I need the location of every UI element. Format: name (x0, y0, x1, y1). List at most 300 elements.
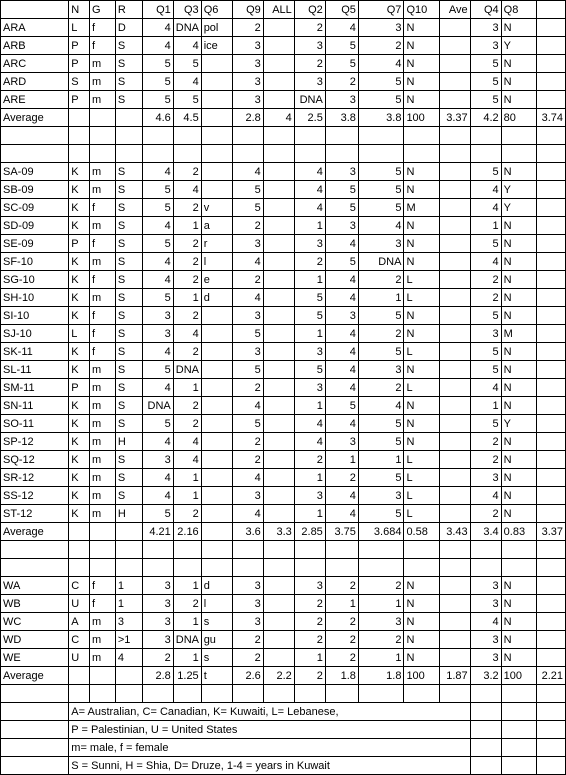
group2-data-row-cell-6[interactable] (201, 415, 232, 433)
group2-data-row-cell-2[interactable]: m (89, 361, 115, 379)
blank-row-cell-9[interactable] (294, 541, 325, 559)
legend-blank-cell[interactable] (536, 703, 565, 721)
group2-data-row-cell-4[interactable]: 4 (142, 487, 173, 505)
blank-row-cell-3[interactable] (115, 127, 142, 145)
group2-data-row-cell-6[interactable] (201, 361, 232, 379)
blank-row-cell-10[interactable] (325, 541, 358, 559)
group1-data-row-cell-2[interactable]: f (89, 37, 115, 55)
group2-data-row-cell-7[interactable]: 2 (232, 217, 263, 235)
group2-data-row-cell-6[interactable] (201, 487, 232, 505)
blank-row-cell-1[interactable] (69, 685, 90, 703)
group2-data-row-cell-8[interactable] (263, 253, 294, 271)
group3-data-row-cell-15[interactable]: N (501, 631, 536, 649)
group1-data-row-cell-10[interactable]: 2 (325, 73, 358, 91)
group3-average-row-cell-4[interactable]: 2.8 (142, 667, 173, 685)
group2-data-row-cell-9[interactable]: 3 (294, 343, 325, 361)
group2-data-row-cell-7[interactable]: 3 (232, 343, 263, 361)
group2-data-row-cell-13[interactable] (439, 433, 470, 451)
group2-data-row-cell-6[interactable] (201, 469, 232, 487)
group2-data-row-cell-15[interactable]: N (501, 343, 536, 361)
group2-data-row-cell-13[interactable] (439, 163, 470, 181)
group1-data-row-cell-8[interactable] (263, 91, 294, 109)
group3-data-row-cell-8[interactable] (263, 577, 294, 595)
group3-data-row-cell-13[interactable] (439, 595, 470, 613)
blank-row-cell-13[interactable] (439, 145, 470, 163)
group2-data-row-cell-0[interactable]: ST-12 (1, 505, 69, 523)
blank-row-cell-8[interactable] (263, 127, 294, 145)
group2-data-row-cell-7[interactable]: 5 (232, 415, 263, 433)
group2-data-row-cell-0[interactable]: SI-10 (1, 307, 69, 325)
group3-data-row-cell-10[interactable]: 2 (325, 577, 358, 595)
group3-data-row-cell-5[interactable]: 1 (173, 613, 201, 631)
group3-data-row-cell-3[interactable]: 1 (115, 595, 142, 613)
header-row-cell-8[interactable]: ALL (263, 1, 294, 19)
blank-row-cell-5[interactable] (173, 127, 201, 145)
group2-data-row-cell-1[interactable]: K (69, 469, 90, 487)
group2-data-row-cell-13[interactable] (439, 235, 470, 253)
group2-data-row-cell-12[interactable]: L (404, 487, 439, 505)
blank-row-cell-10[interactable] (325, 127, 358, 145)
group3-data-row-cell-3[interactable]: 3 (115, 613, 142, 631)
group2-data-row-cell-5[interactable]: 2 (173, 199, 201, 217)
group3-data-row-cell-8[interactable] (263, 613, 294, 631)
group2-data-row-cell-12[interactable]: N (404, 163, 439, 181)
group1-data-row-cell-15[interactable]: Y (501, 37, 536, 55)
group2-data-row-cell-1[interactable]: K (69, 199, 90, 217)
group1-data-row-cell-4[interactable]: 5 (142, 73, 173, 91)
group3-data-row-cell-0[interactable]: WA (1, 577, 69, 595)
group2-data-row-cell-12[interactable]: N (404, 361, 439, 379)
group1-data-row-cell-13[interactable] (439, 55, 470, 73)
group1-average-row-cell-3[interactable] (115, 109, 142, 127)
group2-data-row-cell-12[interactable]: L (404, 379, 439, 397)
group2-data-row-cell-12[interactable]: N (404, 433, 439, 451)
group3-data-row-cell-16[interactable] (536, 613, 565, 631)
group2-data-row-cell-3[interactable]: H (115, 505, 142, 523)
group2-data-row-cell-5[interactable]: 2 (173, 163, 201, 181)
group1-data-row-cell-11[interactable]: 2 (358, 37, 404, 55)
group2-data-row-cell-8[interactable] (263, 451, 294, 469)
group2-data-row-cell-9[interactable]: 4 (294, 199, 325, 217)
group2-data-row-cell-11[interactable]: 5 (358, 415, 404, 433)
group2-data-row-cell-0[interactable]: SG-10 (1, 271, 69, 289)
group2-data-row-cell-15[interactable]: N (501, 307, 536, 325)
group2-data-row-cell-2[interactable]: m (89, 487, 115, 505)
group2-data-row-cell-2[interactable]: f (89, 199, 115, 217)
group2-data-row-cell-7[interactable]: 2 (232, 433, 263, 451)
group2-data-row-cell-14[interactable]: 3 (470, 469, 501, 487)
group2-data-row-cell-10[interactable]: 4 (325, 343, 358, 361)
group2-data-row-cell-6[interactable] (201, 181, 232, 199)
header-row-cell-5[interactable]: Q3 (173, 1, 201, 19)
group1-data-row-cell-13[interactable] (439, 91, 470, 109)
group1-data-row-cell-15[interactable]: N (501, 55, 536, 73)
group2-data-row-cell-4[interactable]: 4 (142, 163, 173, 181)
group1-data-row-cell-3[interactable]: S (115, 55, 142, 73)
group3-data-row-cell-6[interactable]: d (201, 577, 232, 595)
blank-row-cell-10[interactable] (325, 559, 358, 577)
blank-row-cell-14[interactable] (470, 127, 501, 145)
group2-data-row-cell-11[interactable]: 1 (358, 451, 404, 469)
legend-blank-cell[interactable] (501, 721, 536, 739)
group2-data-row-cell-7[interactable]: 4 (232, 253, 263, 271)
group2-data-row-cell-15[interactable]: Y (501, 415, 536, 433)
group1-data-row-cell-6[interactable] (201, 73, 232, 91)
group2-data-row-cell-13[interactable] (439, 199, 470, 217)
group2-data-row-cell-14[interactable]: 5 (470, 343, 501, 361)
group2-data-row-cell-1[interactable]: K (69, 451, 90, 469)
group1-average-row-cell-12[interactable]: 100 (404, 109, 439, 127)
blank-row-cell-12[interactable] (404, 541, 439, 559)
blank-row-cell-9[interactable] (294, 559, 325, 577)
group2-data-row-cell-0[interactable]: SA-09 (1, 163, 69, 181)
blank-row-cell-16[interactable] (536, 541, 565, 559)
group2-data-row-cell-13[interactable] (439, 271, 470, 289)
blank-row-cell-9[interactable] (294, 145, 325, 163)
group2-data-row-cell-16[interactable] (536, 289, 565, 307)
group2-data-row-cell-3[interactable]: H (115, 433, 142, 451)
group2-data-row-cell-0[interactable]: SS-12 (1, 487, 69, 505)
group3-data-row-cell-14[interactable]: 3 (470, 577, 501, 595)
group2-data-row-cell-1[interactable]: K (69, 433, 90, 451)
group1-data-row-cell-2[interactable]: m (89, 91, 115, 109)
group2-data-row-cell-15[interactable]: N (501, 505, 536, 523)
group3-data-row-cell-10[interactable]: 1 (325, 595, 358, 613)
group2-data-row-cell-11[interactable]: 5 (358, 307, 404, 325)
group3-data-row-cell-7[interactable]: 3 (232, 577, 263, 595)
group1-data-row-cell-14[interactable]: 3 (470, 19, 501, 37)
group3-data-row-cell-16[interactable] (536, 649, 565, 667)
group2-data-row-cell-11[interactable]: 2 (358, 325, 404, 343)
blank-row-cell-5[interactable] (173, 145, 201, 163)
blank-row-cell-4[interactable] (142, 145, 173, 163)
group3-data-row-cell-4[interactable]: 3 (142, 577, 173, 595)
group2-data-row-cell-8[interactable] (263, 487, 294, 505)
group2-data-row-cell-13[interactable] (439, 325, 470, 343)
group2-data-row-cell-3[interactable]: S (115, 487, 142, 505)
group2-data-row-cell-15[interactable]: N (501, 451, 536, 469)
group3-data-row-cell-11[interactable]: 3 (358, 613, 404, 631)
group2-data-row-cell-5[interactable]: 2 (173, 235, 201, 253)
legend-blank-cell[interactable] (536, 721, 565, 739)
group2-data-row-cell-14[interactable]: 5 (470, 163, 501, 181)
legend-blank-cell[interactable] (1, 721, 69, 739)
group1-data-row-cell-0[interactable]: ARC (1, 55, 69, 73)
group2-average-row-cell-10[interactable]: 3.75 (325, 523, 358, 541)
group2-data-row-cell-15[interactable]: N (501, 487, 536, 505)
group2-data-row-cell-1[interactable]: K (69, 343, 90, 361)
group2-data-row-cell-10[interactable]: 4 (325, 325, 358, 343)
group3-average-row-cell-0[interactable]: Average (1, 667, 69, 685)
group2-data-row-cell-9[interactable]: 4 (294, 415, 325, 433)
group3-data-row-cell-1[interactable]: A (69, 613, 90, 631)
group2-data-row-cell-2[interactable]: m (89, 415, 115, 433)
group2-data-row-cell-4[interactable]: 4 (142, 271, 173, 289)
legend-blank-cell[interactable] (470, 703, 501, 721)
header-row-cell-6[interactable]: Q6 (201, 1, 232, 19)
group1-average-row-cell-11[interactable]: 3.8 (358, 109, 404, 127)
group2-data-row-cell-10[interactable]: 4 (325, 379, 358, 397)
group2-data-row-cell-10[interactable]: 4 (325, 361, 358, 379)
group2-data-row-cell-0[interactable]: SQ-12 (1, 451, 69, 469)
blank-row-cell-5[interactable] (173, 541, 201, 559)
group2-data-row-cell-5[interactable]: 2 (173, 415, 201, 433)
group1-data-row-cell-15[interactable]: N (501, 73, 536, 91)
blank-row-cell-3[interactable] (115, 145, 142, 163)
group2-data-row-cell-13[interactable] (439, 307, 470, 325)
group3-data-row-cell-13[interactable] (439, 577, 470, 595)
header-row-cell-0[interactable] (1, 1, 69, 19)
group2-data-row-cell-10[interactable]: 3 (325, 433, 358, 451)
group2-data-row-cell-8[interactable] (263, 433, 294, 451)
group1-data-row-cell-12[interactable]: N (404, 55, 439, 73)
group2-data-row-cell-14[interactable]: 4 (470, 379, 501, 397)
blank-row-cell-15[interactable] (501, 145, 536, 163)
blank-row-cell-6[interactable] (201, 541, 232, 559)
group1-data-row-cell-5[interactable]: 4 (173, 37, 201, 55)
group2-data-row-cell-1[interactable]: K (69, 307, 90, 325)
legend-blank-cell[interactable] (536, 739, 565, 757)
group2-data-row-cell-5[interactable]: 1 (173, 217, 201, 235)
group3-data-row-cell-9[interactable]: 2 (294, 631, 325, 649)
group2-average-row-cell-16[interactable]: 3.37 (536, 523, 565, 541)
group2-data-row-cell-2[interactable]: m (89, 505, 115, 523)
header-row-cell-1[interactable]: N (69, 1, 90, 19)
group3-average-row-cell-14[interactable]: 3.2 (470, 667, 501, 685)
group2-data-row-cell-6[interactable] (201, 307, 232, 325)
group2-data-row-cell-7[interactable]: 5 (232, 361, 263, 379)
group2-data-row-cell-13[interactable] (439, 451, 470, 469)
group2-data-row-cell-14[interactable]: 2 (470, 433, 501, 451)
group2-data-row-cell-16[interactable] (536, 307, 565, 325)
group3-average-row-cell-8[interactable]: 2.2 (263, 667, 294, 685)
header-row-cell-15[interactable]: Q8 (501, 1, 536, 19)
group1-data-row-cell-10[interactable]: 5 (325, 37, 358, 55)
blank-row-cell-4[interactable] (142, 559, 173, 577)
blank-row-cell-8[interactable] (263, 559, 294, 577)
group3-data-row-cell-14[interactable]: 4 (470, 613, 501, 631)
group1-data-row-cell-7[interactable]: 3 (232, 73, 263, 91)
group1-average-row-cell-7[interactable]: 2.8 (232, 109, 263, 127)
group2-data-row-cell-7[interactable]: 5 (232, 199, 263, 217)
blank-row-cell-1[interactable] (69, 541, 90, 559)
group1-data-row-cell-3[interactable]: D (115, 19, 142, 37)
group1-average-row-cell-14[interactable]: 4.2 (470, 109, 501, 127)
group3-data-row-cell-6[interactable]: l (201, 595, 232, 613)
group1-data-row-cell-8[interactable] (263, 19, 294, 37)
group3-data-row-cell-4[interactable]: 3 (142, 595, 173, 613)
group1-data-row-cell-7[interactable]: 3 (232, 37, 263, 55)
group3-average-row-cell-15[interactable]: 100 (501, 667, 536, 685)
group1-average-row-cell-15[interactable]: 80 (501, 109, 536, 127)
group2-data-row-cell-10[interactable]: 3 (325, 217, 358, 235)
group2-data-row-cell-1[interactable]: K (69, 181, 90, 199)
group2-data-row-cell-13[interactable] (439, 505, 470, 523)
legend-text[interactable]: S = Sunni, H = Shia, D= Druze, 1-4 = years in Kuwait (69, 757, 470, 775)
group2-data-row-cell-2[interactable]: m (89, 289, 115, 307)
legend-text[interactable]: m= male, f = female (69, 739, 470, 757)
group2-data-row-cell-9[interactable]: 4 (294, 433, 325, 451)
group2-data-row-cell-6[interactable]: l (201, 253, 232, 271)
group3-data-row-cell-6[interactable]: gu (201, 631, 232, 649)
blank-row-cell-7[interactable] (232, 685, 263, 703)
group3-data-row-cell-2[interactable]: m (89, 631, 115, 649)
group2-data-row-cell-16[interactable] (536, 415, 565, 433)
group1-data-row-cell-5[interactable]: 4 (173, 73, 201, 91)
blank-row-cell-10[interactable] (325, 685, 358, 703)
group2-data-row-cell-9[interactable]: 1 (294, 397, 325, 415)
legend-blank-cell[interactable] (470, 721, 501, 739)
group2-data-row-cell-1[interactable]: K (69, 163, 90, 181)
group2-data-row-cell-0[interactable]: SP-12 (1, 433, 69, 451)
group3-data-row-cell-0[interactable]: WC (1, 613, 69, 631)
group2-data-row-cell-11[interactable]: 5 (358, 163, 404, 181)
group1-data-row-cell-13[interactable] (439, 19, 470, 37)
group2-average-row-cell-4[interactable]: 4.21 (142, 523, 173, 541)
group2-data-row-cell-6[interactable] (201, 163, 232, 181)
group2-data-row-cell-6[interactable] (201, 325, 232, 343)
group3-data-row-cell-1[interactable]: U (69, 595, 90, 613)
group2-data-row-cell-14[interactable]: 2 (470, 451, 501, 469)
blank-row-cell-1[interactable] (69, 145, 90, 163)
blank-row-cell-7[interactable] (232, 145, 263, 163)
group2-data-row-cell-14[interactable]: 2 (470, 289, 501, 307)
group1-data-row-cell-7[interactable]: 2 (232, 19, 263, 37)
group2-data-row-cell-8[interactable] (263, 325, 294, 343)
group2-data-row-cell-7[interactable]: 2 (232, 451, 263, 469)
blank-row-cell-7[interactable] (232, 541, 263, 559)
group2-data-row-cell-6[interactable] (201, 379, 232, 397)
group1-data-row-cell-11[interactable]: 5 (358, 91, 404, 109)
legend-blank-cell[interactable] (470, 739, 501, 757)
group3-data-row-cell-5[interactable]: 1 (173, 577, 201, 595)
legend-text[interactable]: P = Palestinian, U = United States (69, 721, 470, 739)
group2-data-row-cell-16[interactable] (536, 451, 565, 469)
group2-data-row-cell-8[interactable] (263, 199, 294, 217)
group2-data-row-cell-12[interactable]: L (404, 505, 439, 523)
group2-average-row-cell-8[interactable]: 3.3 (263, 523, 294, 541)
group1-average-row-cell-4[interactable]: 4.6 (142, 109, 173, 127)
group2-data-row-cell-16[interactable] (536, 361, 565, 379)
blank-row-cell-11[interactable] (358, 145, 404, 163)
group3-data-row-cell-7[interactable]: 3 (232, 595, 263, 613)
group1-data-row-cell-9[interactable]: DNA (294, 91, 325, 109)
group1-data-row-cell-8[interactable] (263, 55, 294, 73)
group2-data-row-cell-10[interactable]: 5 (325, 199, 358, 217)
blank-row-cell-14[interactable] (470, 685, 501, 703)
group2-data-row-cell-15[interactable]: N (501, 217, 536, 235)
group1-data-row-cell-12[interactable]: N (404, 37, 439, 55)
group2-data-row-cell-8[interactable] (263, 361, 294, 379)
group1-data-row-cell-4[interactable]: 5 (142, 91, 173, 109)
group1-data-row-cell-14[interactable]: 5 (470, 91, 501, 109)
group2-data-row-cell-4[interactable]: 4 (142, 433, 173, 451)
group2-data-row-cell-5[interactable]: 2 (173, 397, 201, 415)
group1-data-row-cell-5[interactable]: 5 (173, 55, 201, 73)
group3-data-row-cell-9[interactable]: 1 (294, 649, 325, 667)
group2-data-row-cell-5[interactable]: 4 (173, 433, 201, 451)
group3-data-row-cell-7[interactable]: 2 (232, 649, 263, 667)
group2-data-row-cell-11[interactable]: 3 (358, 361, 404, 379)
group2-data-row-cell-16[interactable] (536, 163, 565, 181)
group1-average-row-cell-1[interactable] (69, 109, 90, 127)
group3-average-row-cell-9[interactable]: 2 (294, 667, 325, 685)
blank-row-cell-15[interactable] (501, 685, 536, 703)
group2-average-row-cell-1[interactable] (69, 523, 90, 541)
group3-data-row-cell-6[interactable]: s (201, 613, 232, 631)
group3-data-row-cell-15[interactable]: N (501, 613, 536, 631)
group2-data-row-cell-15[interactable]: M (501, 325, 536, 343)
group2-data-row-cell-15[interactable]: N (501, 361, 536, 379)
group2-data-row-cell-15[interactable]: Y (501, 181, 536, 199)
group2-data-row-cell-14[interactable]: 5 (470, 415, 501, 433)
group1-data-row-cell-10[interactable]: 3 (325, 91, 358, 109)
group3-data-row-cell-8[interactable] (263, 631, 294, 649)
group2-data-row-cell-7[interactable]: 5 (232, 325, 263, 343)
group2-data-row-cell-1[interactable]: L (69, 325, 90, 343)
group2-data-row-cell-1[interactable]: K (69, 397, 90, 415)
group2-data-row-cell-5[interactable]: 1 (173, 379, 201, 397)
group1-data-row-cell-11[interactable]: 3 (358, 19, 404, 37)
group2-data-row-cell-11[interactable]: 1 (358, 289, 404, 307)
group2-data-row-cell-9[interactable]: 5 (294, 361, 325, 379)
group2-data-row-cell-5[interactable]: 1 (173, 469, 201, 487)
group2-data-row-cell-13[interactable] (439, 361, 470, 379)
blank-row-cell-12[interactable] (404, 559, 439, 577)
group2-data-row-cell-7[interactable]: 4 (232, 397, 263, 415)
group3-data-row-cell-9[interactable]: 3 (294, 577, 325, 595)
group2-data-row-cell-14[interactable]: 4 (470, 199, 501, 217)
legend-text[interactable]: A= Australian, C= Canadian, K= Kuwaiti, L= Lebanese, (69, 703, 470, 721)
blank-row-cell-4[interactable] (142, 685, 173, 703)
group2-data-row-cell-15[interactable]: Y (501, 199, 536, 217)
group2-data-row-cell-15[interactable]: N (501, 433, 536, 451)
group3-data-row-cell-9[interactable]: 2 (294, 595, 325, 613)
group2-data-row-cell-10[interactable]: 5 (325, 397, 358, 415)
group2-data-row-cell-14[interactable]: 4 (470, 253, 501, 271)
group2-data-row-cell-11[interactable]: DNA (358, 253, 404, 271)
group1-data-row-cell-6[interactable]: pol (201, 19, 232, 37)
group2-data-row-cell-10[interactable]: 4 (325, 487, 358, 505)
group2-data-row-cell-9[interactable]: 2 (294, 253, 325, 271)
blank-row-cell-2[interactable] (89, 685, 115, 703)
group1-data-row-cell-7[interactable]: 3 (232, 91, 263, 109)
group2-average-row-cell-12[interactable]: 0.58 (404, 523, 439, 541)
group3-data-row-cell-4[interactable]: 2 (142, 649, 173, 667)
group1-data-row-cell-13[interactable] (439, 73, 470, 91)
group2-data-row-cell-3[interactable]: S (115, 253, 142, 271)
group2-data-row-cell-8[interactable] (263, 307, 294, 325)
header-row-cell-13[interactable]: Ave (439, 1, 470, 19)
blank-row-cell-0[interactable] (1, 541, 69, 559)
group2-data-row-cell-13[interactable] (439, 415, 470, 433)
group3-average-row-cell-12[interactable]: 100 (404, 667, 439, 685)
group1-average-row-cell-2[interactable] (89, 109, 115, 127)
group2-average-row-cell-13[interactable]: 3.43 (439, 523, 470, 541)
group3-average-row-cell-11[interactable]: 1.8 (358, 667, 404, 685)
group2-data-row-cell-4[interactable]: 5 (142, 361, 173, 379)
group2-data-row-cell-8[interactable] (263, 397, 294, 415)
blank-row-cell-13[interactable] (439, 127, 470, 145)
group3-data-row-cell-8[interactable] (263, 649, 294, 667)
group3-data-row-cell-11[interactable]: 1 (358, 595, 404, 613)
group3-data-row-cell-0[interactable]: WD (1, 631, 69, 649)
group2-data-row-cell-4[interactable]: 3 (142, 307, 173, 325)
group2-data-row-cell-16[interactable] (536, 505, 565, 523)
group1-data-row-cell-13[interactable] (439, 37, 470, 55)
group2-data-row-cell-15[interactable]: N (501, 235, 536, 253)
group1-data-row-cell-3[interactable]: S (115, 91, 142, 109)
